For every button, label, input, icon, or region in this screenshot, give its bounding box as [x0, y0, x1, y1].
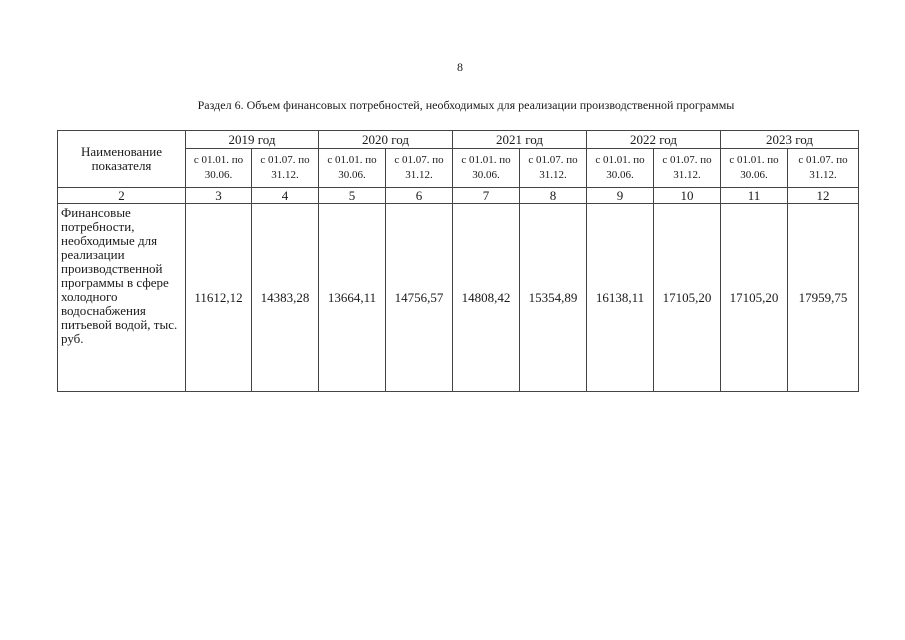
- period-header: с 01.07. по 31.12.: [386, 149, 453, 188]
- value-cell: 17959,75: [788, 204, 859, 392]
- value-cell: 17105,20: [654, 204, 721, 392]
- column-number: 4: [252, 188, 319, 204]
- value-cell: 17105,20: [721, 204, 788, 392]
- year-header: 2019 год: [186, 131, 319, 149]
- year-header: 2023 год: [721, 131, 859, 149]
- value-cell: 14808,42: [453, 204, 520, 392]
- page-number: 8: [457, 60, 463, 74]
- value-cell: 14383,28: [252, 204, 319, 392]
- table-row: [58, 204, 859, 392]
- column-number: 2: [58, 188, 186, 204]
- column-number: 7: [453, 188, 520, 204]
- value-cell: 13664,11: [319, 204, 386, 392]
- column-number: 11: [721, 188, 788, 204]
- value-cell: 15354,89: [520, 204, 587, 392]
- period-header: с 01.07. по 31.12.: [654, 149, 721, 188]
- value-cell: 11612,12: [186, 204, 252, 392]
- column-number: 6: [386, 188, 453, 204]
- period-header: с 01.01. по 30.06.: [453, 149, 520, 188]
- value-cell: 14756,57: [386, 204, 453, 392]
- column-number: 9: [587, 188, 654, 204]
- period-header: с 01.07. по 31.12.: [520, 149, 587, 188]
- column-number: 3: [186, 188, 252, 204]
- period-header: с 01.07. по 31.12.: [252, 149, 319, 188]
- period-header: с 01.01. по 30.06.: [721, 149, 788, 188]
- period-header: с 01.01. по 30.06.: [587, 149, 654, 188]
- period-header: с 01.01. по 30.06.: [319, 149, 386, 188]
- period-header: с 01.07. по 31.12.: [788, 149, 859, 188]
- column-number: 10: [654, 188, 721, 204]
- name-column-header: Наименование показателя: [58, 131, 186, 188]
- year-header: 2022 год: [587, 131, 721, 149]
- column-number-row: [58, 188, 859, 204]
- column-number: 8: [520, 188, 587, 204]
- column-number: 5: [319, 188, 386, 204]
- row-name: Финансовые потребности, необходимые для реализации производственной программы в сфере холодного водоснабжения питьевой водой, тыс. руб.: [58, 204, 186, 392]
- year-header: 2020 год: [319, 131, 453, 149]
- period-header: с 01.01. по 30.06.: [186, 149, 252, 188]
- year-header-row: [58, 131, 859, 149]
- year-header: 2021 год: [453, 131, 587, 149]
- financial-needs-table: [57, 130, 859, 392]
- value-cell: 16138,11: [587, 204, 654, 392]
- column-number: 12: [788, 188, 859, 204]
- section-title: Раздел 6. Объем финансовых потребностей, необходимых для реализации производственной программы: [197, 98, 735, 112]
